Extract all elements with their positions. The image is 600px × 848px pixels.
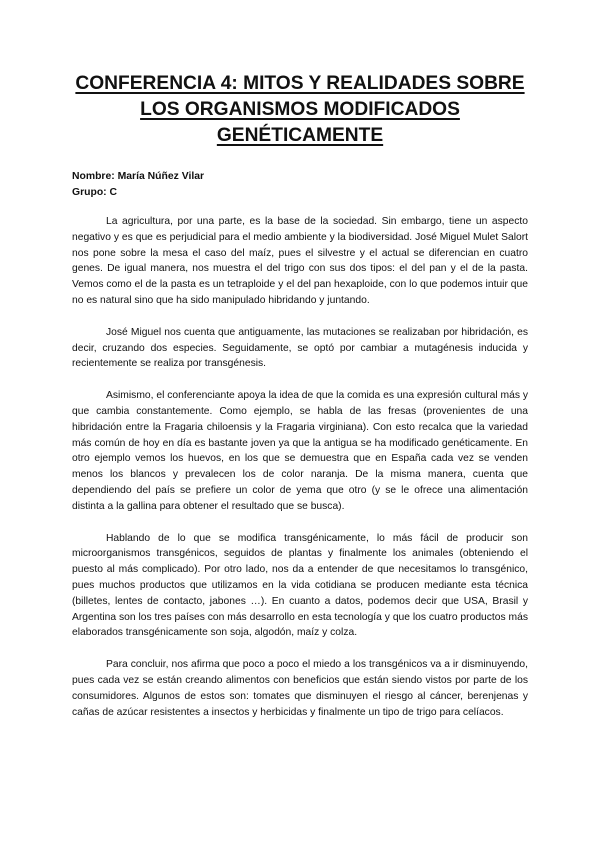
paragraph-1: La agricultura, por una parte, es la base de la sociedad. Sin embargo, tiene un aspecto negativo y es que es perjudicial para el medio ambiente y la biodiversidad. José Miguel Mulet Salort nos pone sobre la mesa el caso del maíz, pues el silvestre y el actual se diferencian en cuatro genes. De igual manera, nos muestra el del trigo con sus dos tipos: el del pan y el de la pasta. Vemos como el de la pasta es un tetraploide y el del pan hexaploide, con lo que podemos intuir que no es natural sino que ha sido manipulado hibridando y juntando.	[72, 216, 528, 306]
paragraph-2: José Miguel nos cuenta que antiguamente, las mutaciones se realizaban por hibridación, es decir, cruzando dos especies. Seguidamente, se optó por cambiar a mutagénesis inducida y recientemente se realiza por transgénesis.	[72, 326, 528, 370]
author-info	[72, 169, 532, 201]
document-body	[72, 214, 528, 736]
paragraph-3: Asimismo, el conferenciante apoya la idea de que la comida es una expresión cultural más y que cambia constantemente. Como ejemplo, se habla de las fresas (provenientes de una hibridación entre la Fragaria chiloensis y la Fragaria virginiana). Con esto recalca que la variedad más común de hoy en día es bastante joven ya que la antigua se ha modificado genéticamente. En otro ejemplo vemos los huevos, en los que se demuestra que en España cada vez se venden menos los blancos y prevalecen los de color naranja. De la misma manera, cuenta que dependiendo del país se prefiere un color de yema que otro (y se le ofrece una alimentación distinta a la gallina para obtener el resultado que se busca).	[72, 390, 528, 512]
author-name: Nombre: María Núñez Vilar	[72, 171, 205, 182]
paragraph-4: Hablando de lo que se modifica transgénicamente, lo más fácil de producir son microorganismos transgénicos, seguidos de plantas y finalmente los animales (obteniendo el puesto al más complicado). Por otro lado, nos da a entender de que necesitamos lo transgénico, pues muchos productos que utilizamos en la vida cotidiana se producen mediante esta técnica (billetes, lentes de contacto, jabones …). En cuanto a datos, podemos decir que USA, Brasil y Argentina son los tres países con más desarrollo en esta tecnología y que los cuatro productos más elaborados transgénicamente son soja, algodón, maíz y colza.	[72, 532, 528, 639]
document-title: CONFERENCIA 4: MITOS Y REALIDADES SOBRE LOS ORGANISMOS MODIFICADOS GENÉTICAMENTE	[75, 73, 525, 146]
author-group: Grupo: C	[72, 187, 118, 198]
paragraph-5: Para concluir, nos afirma que poco a poco el miedo a los transgénicos va a ir disminuyendo, pues cada vez se están creando alimentos con beneficios que están siendo vistos por parte de los consumidores. Algunos de estos son: tomates que disminuyen el riesgo al cáncer, berenjenas y cañas de azúcar resistentes a insectos y herbicidas y finalmente un tipo de trigo para celíacos.	[72, 659, 528, 718]
